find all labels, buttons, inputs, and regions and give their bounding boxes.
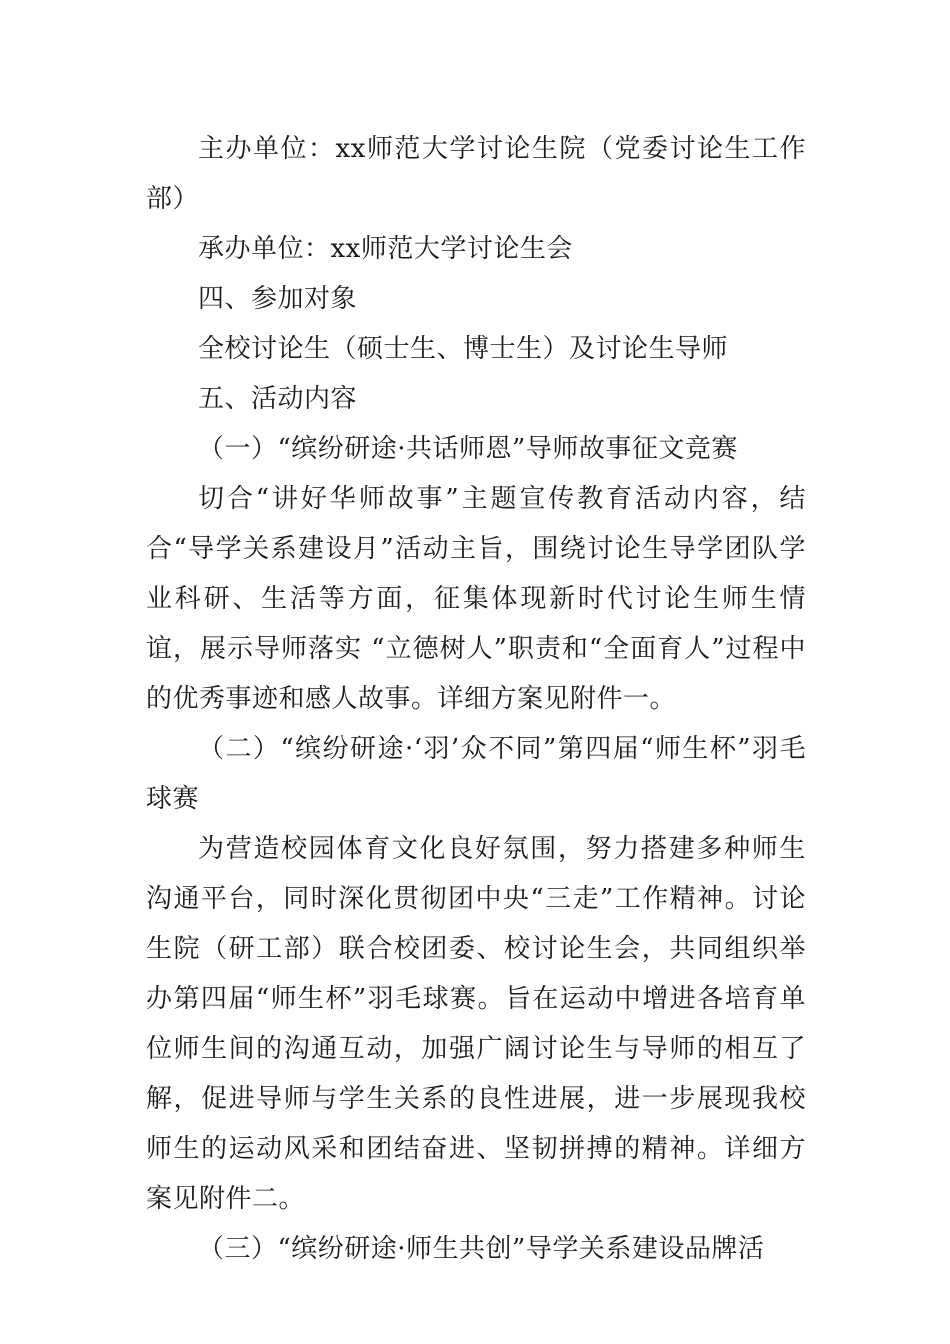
paragraph-host: 承办单位：xx师范大学讨论生会 — [198, 234, 573, 264]
heading-activities: 五、活动内容 — [198, 384, 358, 414]
document-body — [146, 124, 806, 1274]
paragraph-essay-contest: 切合“讲好华师故事”主题宣传教育活动内容，结合“导学关系建设月”活动主旨，围绕讨论生导学团队学业科研、生活等方面，征集体现新时代讨论生师生情谊，展示导师落实 “立德树人”职责和“全面育人”过程中的优秀事迹和感人故事。详细方案见附件一。 — [146, 484, 806, 714]
subheading-brand-activity: （三）“缤纷研途·师生共创”导学关系建设品牌活 — [198, 1234, 765, 1264]
subheading-badminton: （二）“缤纷研途·‘羽’众不同”第四届“师生杯”羽毛球赛 — [146, 734, 806, 814]
paragraph-participants: 全校讨论生（硕士生、博士生）及讨论生导师 — [198, 334, 729, 364]
paragraph-badminton: 为营造校园体育文化良好氛围，努力搭建多种师生沟通平台，同时深化贯彻团中央“三走”工作精神。讨论生院（研工部）联合校团委、校讨论生会，共同组织举办第四届“师生杯”羽毛球赛。旨在运动中增进各培育单位师生间的沟通互动，加强广阔讨论生与导师的相互了解，促进导师与学生关系的良性进展，进一步展现我校师生的运动风采和团结奋进、坚韧拼搏的精神。详细方案见附件二。 — [146, 834, 806, 1214]
heading-participants: 四、参加对象 — [198, 284, 358, 314]
paragraph-organizer: 主办单位：xx师范大学讨论生院（党委讨论生工作部） — [146, 134, 806, 214]
subheading-essay-contest: （一）“缤纷研途·共话师恩”导师故事征文竞赛 — [198, 434, 738, 464]
